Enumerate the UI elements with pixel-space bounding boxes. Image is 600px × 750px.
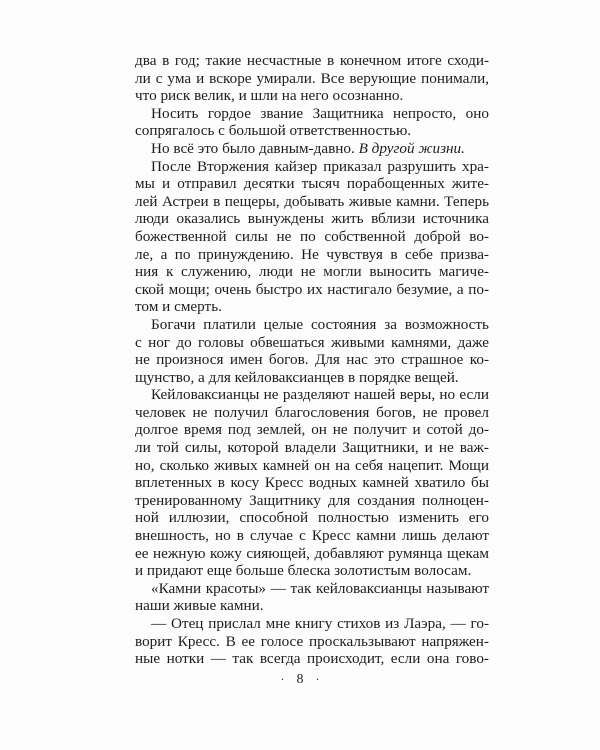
paragraph (135, 580, 489, 615)
text-line (135, 439, 489, 457)
line-text: не произнося имен богов. Для нас это страшное ко- (135, 351, 489, 369)
text-line (135, 281, 489, 299)
text-line (135, 263, 489, 281)
text-line (135, 562, 489, 580)
paragraph (135, 52, 489, 105)
line-text: После Вторжения кайзер приказал разрушить хра- (151, 157, 489, 175)
ornament-dot-left: · (280, 672, 285, 686)
text-line (135, 105, 489, 123)
text-line (135, 615, 489, 633)
line-text: ной иллюзии, способной полностью изменить его (135, 509, 489, 527)
line-text: щунство, а для кейловаксианцев в порядке вещей. (135, 368, 459, 386)
text-line (135, 334, 489, 352)
page-number: 8 (296, 672, 304, 687)
line-text: ли той силы, которой владели Защитники, и не важ- (135, 439, 489, 457)
body-text (135, 52, 489, 668)
text-line (135, 158, 489, 176)
line-text: долгое время под землей, он не получит и сотой до- (135, 421, 489, 439)
line-text: человек не получил благословения богов, не провел (135, 403, 489, 421)
text-line (135, 527, 489, 545)
line-text: внешность, но в случае с Кресс камни лишь делают (135, 527, 489, 545)
ornament-dot-right: · (315, 672, 320, 686)
line-text: что риск велик, и шли на него осознанно. (135, 87, 404, 105)
text-line (135, 509, 489, 527)
page-footer (0, 672, 600, 688)
line-text: Носить гордое звание Защитника непросто, оно (151, 104, 489, 122)
line-text: мы и отправил десятки тысяч порабощенных жите- (135, 175, 489, 193)
paragraph (135, 105, 489, 140)
paragraph (135, 615, 489, 668)
line-text: ле, а по принуждению. Не чувствуя в себе призва- (135, 245, 489, 263)
text-line (135, 421, 489, 439)
line-text: наши живые камни. (135, 597, 264, 615)
text-line (135, 597, 489, 615)
line-text: ской мощи; очень быстро их настигало безумие, а по- (135, 280, 489, 298)
text-line (135, 228, 489, 246)
paragraph (135, 386, 489, 580)
text-line (135, 404, 489, 422)
line-text: — Отец прислал мне книгу стихов из Лаэра, — го- (151, 615, 489, 632)
line-text: но, сколько живых камней он на себя нацепит. Мощи (135, 456, 489, 474)
line-text: Кейловаксианцы не разделяют нашей веры, но если (151, 386, 489, 404)
line-text: «Камни красоты» — так кейловаксианцы называют (151, 579, 489, 597)
text-line (135, 457, 489, 475)
text-line (135, 193, 489, 211)
line-text: ворит Кресс. В ее голосе проскальзывают напряжен- (135, 632, 489, 650)
text-line (135, 210, 489, 228)
paragraph (135, 316, 489, 386)
line-text: Но всё это было давным-давно. (151, 139, 359, 157)
text-line (135, 122, 489, 140)
line-text: два в год; такие несчастные в конечном итоге сходи- (135, 52, 489, 69)
line-text: и придают еще больше блеска золотистым волосам. (135, 562, 472, 580)
line-text: лей Астреи в пещеры, добывать живые камни. Теперь (135, 192, 489, 210)
line-text: божественной силы не по собственной доброй во- (135, 227, 489, 245)
paragraph (135, 158, 489, 316)
line-text: том и смерть. (135, 298, 222, 316)
line-text: ее нежную кожу сияющей, добавляют румянца щекам (135, 544, 489, 562)
line-text: ли с ума и вскоре умирали. Все верующие понимали, (135, 69, 489, 87)
line-text: сопрягалось с большой ответственностью. (135, 122, 412, 140)
text-line (135, 52, 489, 70)
text-line (135, 87, 489, 105)
text-line (135, 580, 489, 598)
text-line (135, 633, 489, 651)
text-line (135, 316, 489, 334)
text-line (135, 246, 489, 264)
line-text: ния к служению, люди не могли выносить магиче- (135, 263, 489, 281)
paragraph (135, 140, 489, 158)
line-text: люди оказались вынуждены жить вблизи источника (135, 210, 489, 228)
text-line (135, 369, 489, 387)
line-text: вплетенных в косу Кресс водных камней хватило бы (135, 474, 489, 492)
text-line (135, 650, 489, 668)
text-line (135, 140, 489, 158)
italic-phrase: В другой жизни. (358, 139, 465, 157)
text-line (135, 298, 489, 316)
text-line (135, 70, 489, 88)
line-text: ные нотки — так всегда происходит, если она гово- (135, 650, 489, 668)
text-line (135, 386, 489, 404)
text-line (135, 351, 489, 369)
text-line (135, 474, 489, 492)
line-text: тренированному Защитнику для создания полноцен- (135, 491, 489, 509)
line-text: Богачи платили целые состояния за возможность (151, 315, 489, 333)
line-text: с ног до головы обвешаться живыми камнями, даже (135, 333, 489, 351)
text-line (135, 175, 489, 193)
text-line (135, 492, 489, 510)
text-line (135, 545, 489, 563)
